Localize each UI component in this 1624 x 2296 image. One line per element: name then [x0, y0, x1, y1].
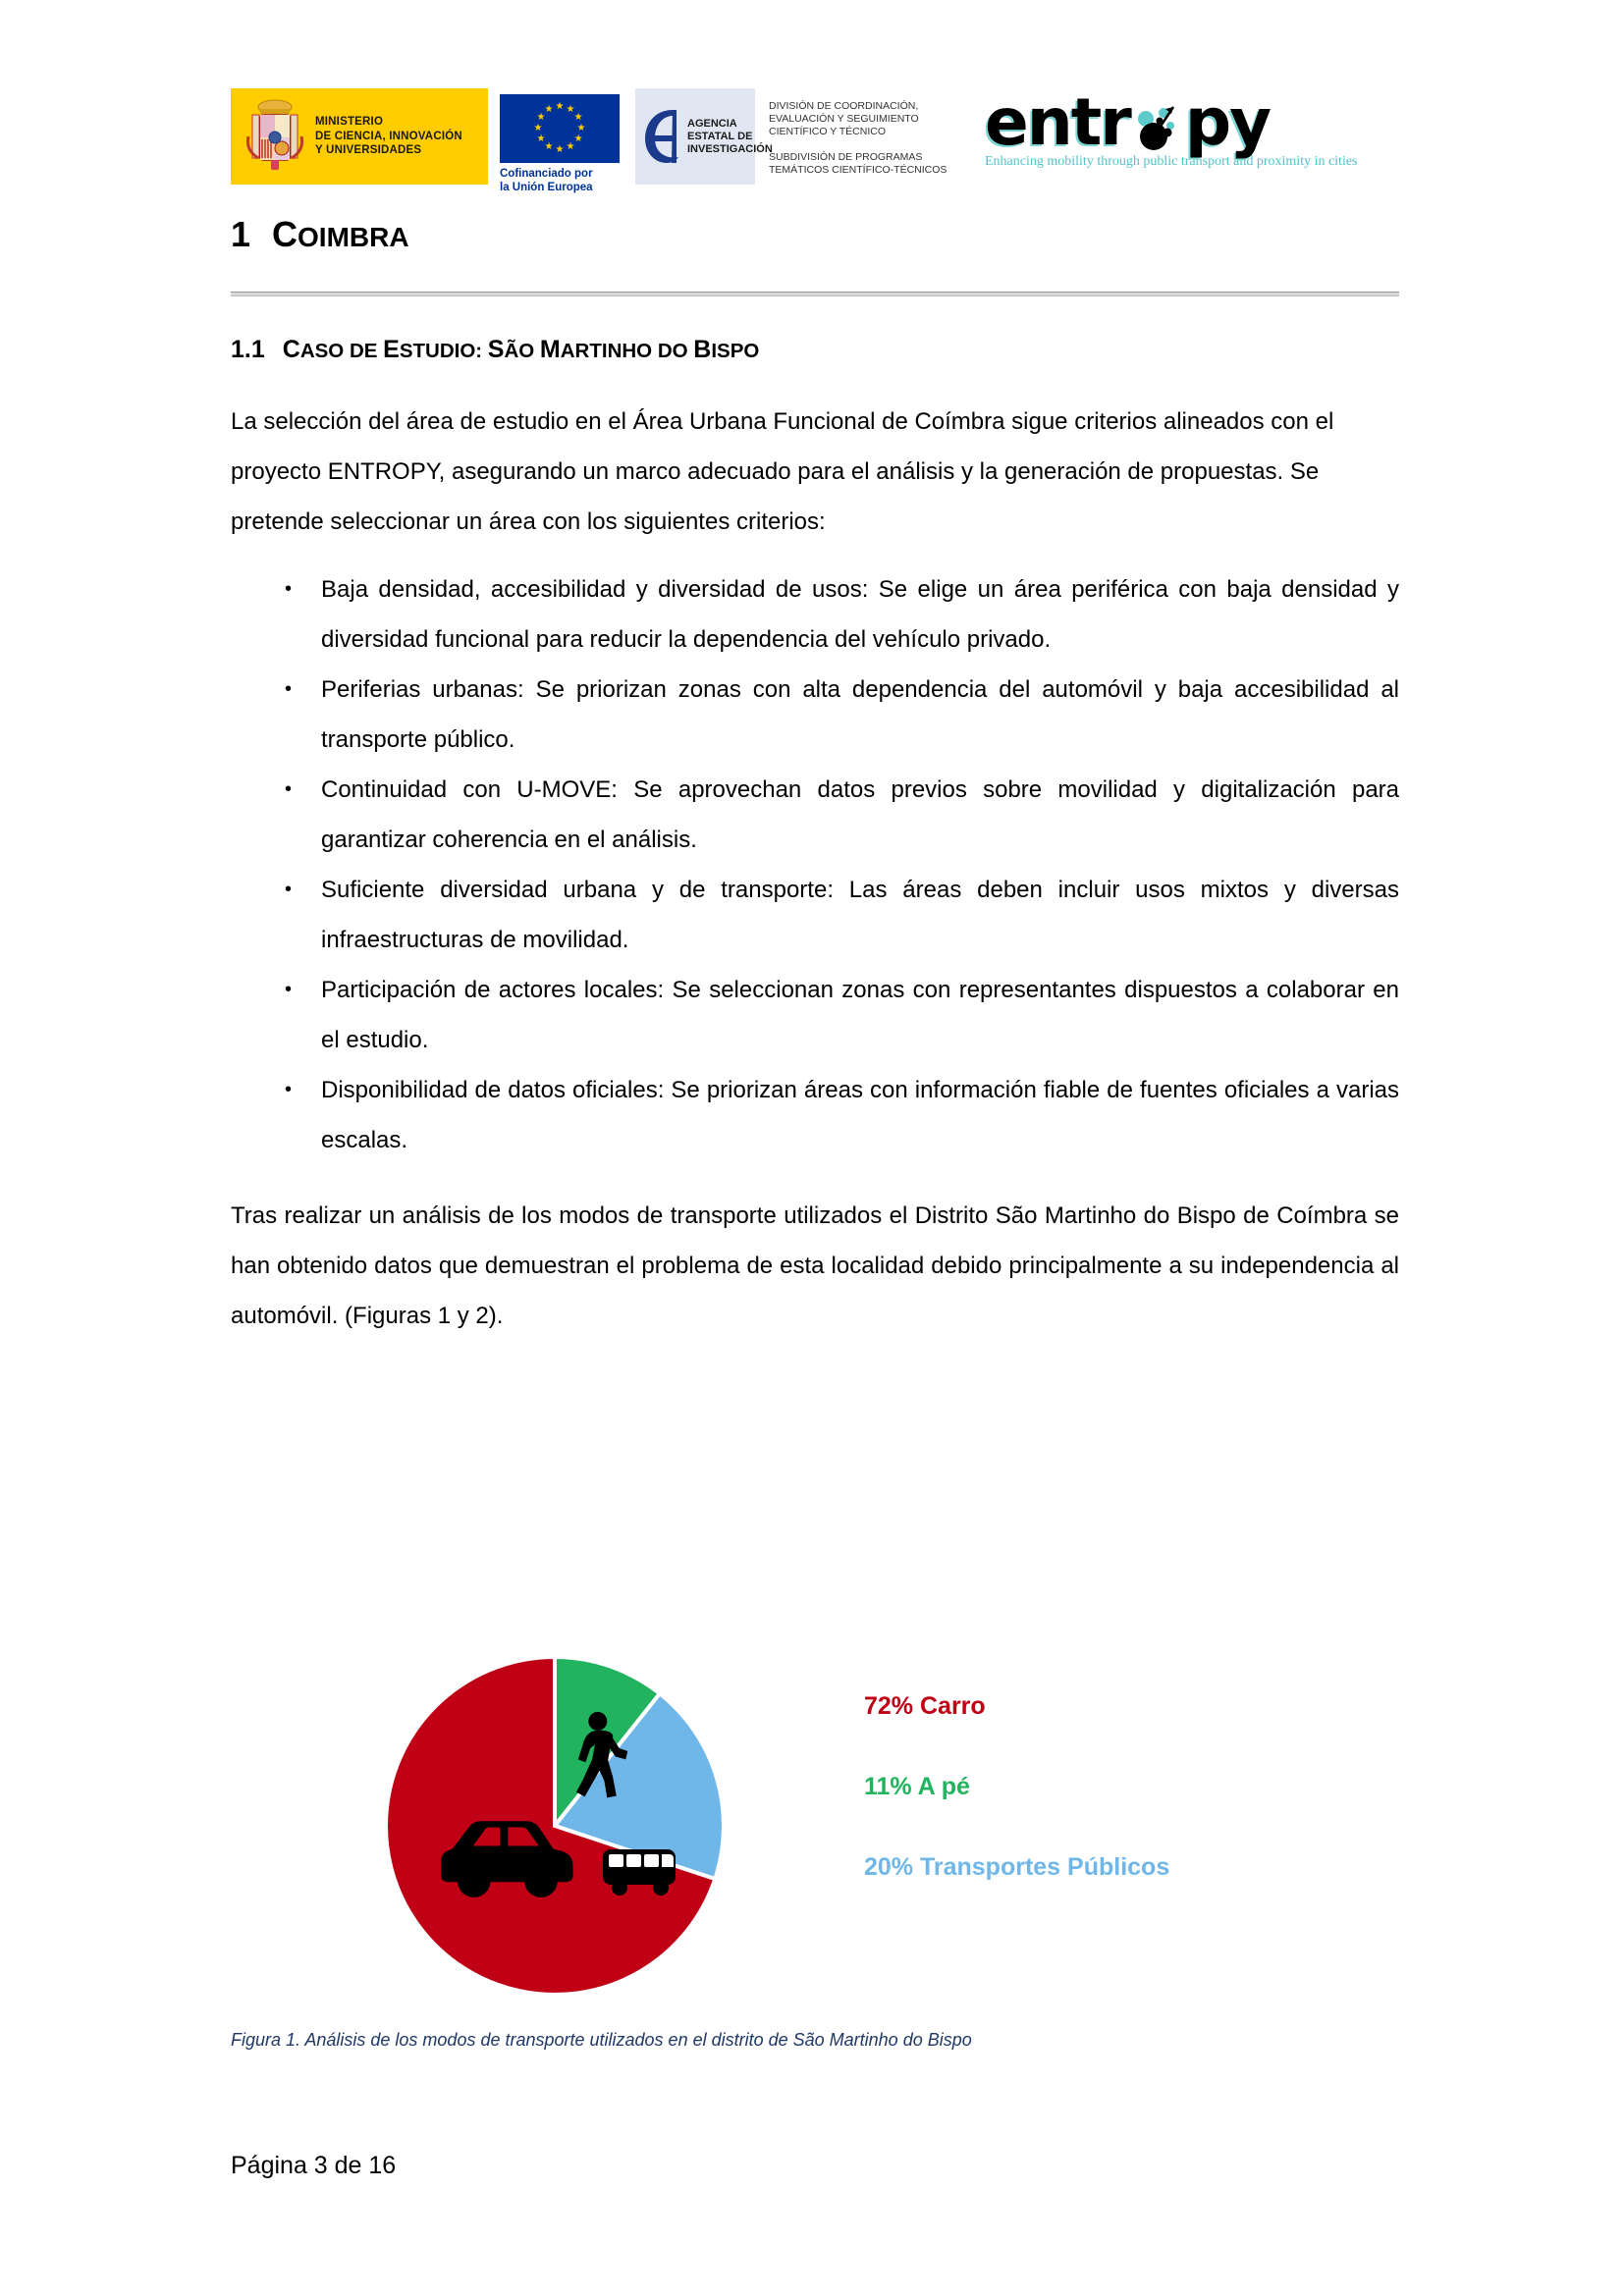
spain-coat-of-arms-icon — [244, 97, 305, 176]
aei-mark-icon — [643, 106, 682, 167]
eu-flag-icon — [500, 94, 620, 163]
division-line-2: EVALUACIÓN Y SEGUIMIENTO — [769, 113, 919, 125]
aei-line-1: AGENCIA — [687, 117, 737, 130]
h2-initial-1: E — [383, 336, 400, 363]
h2-initial-2: S — [487, 336, 505, 363]
entropy-logo — [985, 84, 1358, 171]
eu-star-icon: ★ — [555, 101, 565, 112]
criteria-list — [231, 564, 1399, 1165]
list-item: • Suficiente diversidad urbana y de transporte: Las áreas deben incluir usos mixtos y diversas infraestructuras de movilidad. — [231, 865, 1399, 965]
eu-star-icon: ★ — [533, 123, 543, 133]
eu-star-icon: ★ — [544, 141, 554, 153]
figure-caption: Figura 1. Análisis de los modos de transporte utilizados en el distrito de São Martinho do Bispo — [231, 2030, 972, 2050]
h1-number: 1 — [231, 214, 251, 254]
list-item: • Periferias urbanas: Se priorizan zonas con alta dependencia del automóvil y baja accesibilidad al transporte público. — [231, 665, 1399, 765]
h2-number: 1.1 — [231, 336, 265, 363]
aei-line-3: INVESTIGACIÓN — [687, 142, 773, 155]
legend-item-transportes-publicos: 20% Transportes Públicos — [864, 1853, 1170, 1881]
entropy-word-part-2: py — [1184, 84, 1271, 160]
document-body — [231, 397, 1399, 1359]
title-divider — [231, 292, 1399, 296]
division-spacer — [769, 138, 955, 151]
h2-initial-4: B — [693, 336, 712, 363]
eu-star-icon: ★ — [576, 123, 586, 133]
aei-logo — [635, 88, 773, 185]
ministerio-text — [315, 115, 462, 158]
ministerio-line-2: DE CIENCIA, INNOVACIÓN — [315, 130, 462, 142]
h1-rest: OIMBRA — [298, 222, 409, 252]
eu-star-icon: ★ — [536, 112, 546, 123]
entropy-molecule-icon — [1130, 98, 1185, 153]
h2-text-2: ÃO — [504, 340, 540, 362]
division-line-4: SUBDIVISIÓN DE PROGRAMAS — [769, 151, 923, 163]
eu-star-icon: ★ — [555, 144, 565, 155]
entropy-tagline: Enhancing mobility through public transport and proximity in cities — [985, 154, 1358, 169]
eu-caption-line-2: la Unión Europea — [500, 181, 593, 193]
h1-initial: C — [272, 214, 298, 254]
ministerio-line-3: Y UNIVERSIDADES — [315, 144, 422, 157]
figure-1 — [231, 1654, 1399, 1998]
list-item: • Continuidad con U-MOVE: Se aprovechan datos previos sobre movilidad y digitalización para garantizar coherencia en el análisis. — [231, 765, 1399, 865]
intro-paragraph: La selección del área de estudio en el Área Urbana Funcional de Coímbra sigue criterios alineados con el proyecto ENTROPY, asegurando un marco adecuado para el análisis y la generación de propuestas. Se pretende seleccionar un área con los siguientes criterios: — [231, 408, 1334, 535]
h2-text-4: ISPO — [711, 340, 760, 362]
eu-star-icon: ★ — [536, 133, 546, 144]
page-title — [231, 214, 409, 255]
header-logo-band — [231, 84, 1399, 206]
eu-star-icon: ★ — [544, 103, 554, 115]
eu-star-icon: ★ — [573, 112, 583, 123]
list-item: • Disponibilidad de datos oficiales: Se priorizan áreas con información fiable de fuentes oficiales a varias escalas. — [231, 1065, 1399, 1165]
division-line-3: CIENTÍFICO Y TÉCNICO — [769, 126, 887, 137]
eu-logo — [500, 88, 625, 194]
eu-star-icon: ★ — [573, 133, 583, 144]
list-item: • Participación de actores locales: Se seleccionan zonas con representantes dispuestos a colaborar en el estudio. — [231, 965, 1399, 1065]
eu-star-icon: ★ — [566, 103, 575, 115]
ministerio-logo — [231, 88, 488, 185]
h2-text-1: STUDIO: — [399, 340, 488, 362]
eu-caption-line-1: Cofinanciado por — [500, 168, 593, 180]
eu-star-icon: ★ — [566, 141, 575, 153]
division-line-5: TEMÁTICOS CIENTÍFICO-TÉCNICOS — [769, 164, 947, 176]
entropy-word-part-1: entr — [985, 84, 1130, 160]
transport-modes-pie-chart — [383, 1654, 727, 1998]
analysis-paragraph: Tras realizar un análisis de los modos de transporte utilizados el Distrito São Martinho do Bispo de Coímbra se han obtenido datos que demuestran el problema de esta localidad debido principalmente a su independencia al automóvil. (Figuras 1 y 2). — [231, 1202, 1399, 1329]
h2-text-3: ARTINHO DO — [560, 340, 694, 362]
list-item: • Baja densidad, accesibilidad y diversidad de usos: Se elige un área periférica con baja densidad y diversidad funcional para reducir la dependencia del vehículo privado. — [231, 564, 1399, 665]
legend-item-carro: 72% Carro — [864, 1692, 986, 1720]
division-text-block — [769, 88, 955, 177]
legend-item-a-pe: 11% A pé — [864, 1773, 970, 1800]
h2-initial-3: M — [539, 336, 561, 363]
page-footer: Página 3 de 16 — [231, 2152, 397, 2179]
eu-caption — [500, 168, 625, 194]
h2-text-0: ASO DE — [299, 340, 384, 362]
aei-text — [687, 118, 773, 156]
ministerio-line-1: MINISTERIO — [315, 116, 384, 129]
chart-legend — [864, 1691, 1375, 1933]
aei-line-2: ESTATAL DE — [687, 130, 753, 142]
division-line-1: DIVISIÓN DE COORDINACIÓN, — [769, 100, 919, 112]
h2-initial-0: C — [282, 336, 300, 363]
section-heading — [231, 336, 759, 364]
entropy-wordmark — [985, 84, 1358, 160]
